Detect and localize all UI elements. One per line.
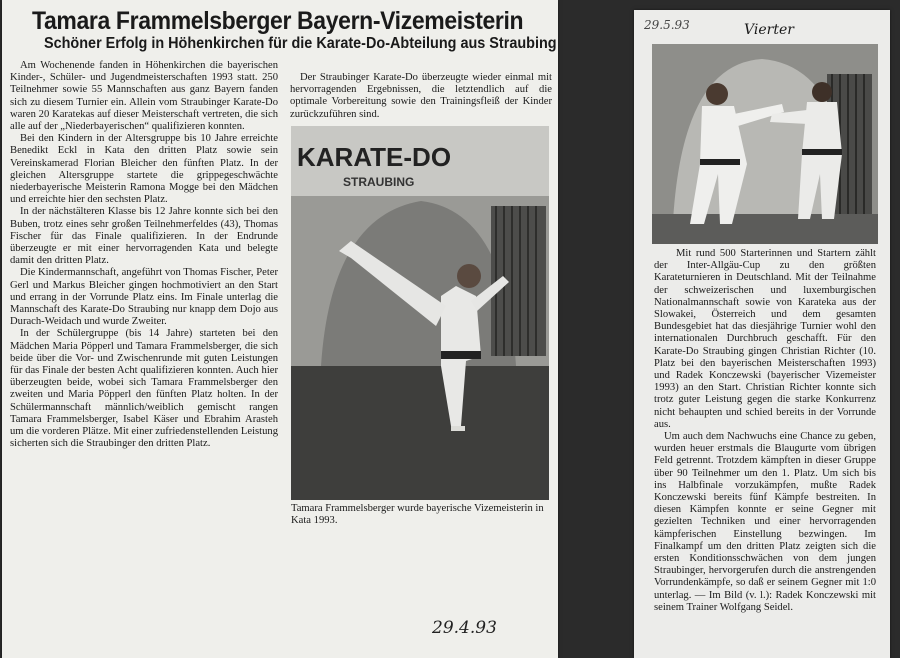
- paragraph: Die Kindermannschaft, angeführt von Thomas Fischer, Peter Gerl und Markus Bleicher gingen hochmotiviert an den Start und errang in der Vorrunde Platz eins. Im Finale unterlag die Mannschaft des Karate-Do Straubing nur knapp dem Dojo aus Durach-Weidach und wurde Zweiter.: [10, 267, 278, 328]
- photo-image: [291, 126, 549, 500]
- article-heading: Vierter: [744, 22, 794, 38]
- subheadline: Schöner Erfolg in Höhenkirchen für die Karate-Do-Abteilung aus Straubing: [44, 35, 557, 52]
- handwritten-date: 29.4.93: [432, 618, 497, 638]
- article-column-right: [290, 72, 552, 121]
- paragraph: Bei den Kindern in der Altersgruppe bis 10 Jahre erreichte Benedikt Eckl in Kata den dritten Platz sowie sein Vereinskamerad Florian Bleicher den fünften Platz. In der gleichen Altersgruppe startete die grippegeschwächte niederbayerische Meisterin Ramona Mogge bei den Mädchen und erreichte hier den sechsten Platz.: [10, 133, 278, 206]
- headline: Tamara Frammelsberger Bayern-Vizemeisterin: [32, 7, 524, 35]
- photo-caption: Tamara Frammelsberger wurde bayerische Vizemeisterin in Kata 1993.: [291, 503, 544, 526]
- paragraph: Mit rund 500 Starterinnen und Startern zählt der Inter-Allgäu-Cup zu den größten Karateturnieren in Deutschland. Mit der Teilnahme der schweizerischen und luxemburgischen Nationalmannschaft sowie von Karateka aus der Slowakei, Österreich und dem gesamten Bundesgebiet hat das diesjährige Turnier wohl den internationalen Durchbruch geschafft. Für den Karate-Do Straubing gingen Christian Richter (10. Platz bei den bayerischen Meisterschaften 1993) und Radek Konczewski (bayerischer Vizemeister 1993) an den Start. Christian Richter konnte sich trotz guter Leistung gegen die starke Konkurrenz nicht behaupten und schied bereits in der Vorrunde aus.: [654, 248, 876, 430]
- paragraph: Der Straubinger Karate-Do überzeugte wieder einmal mit hervorragenden Ergebnissen, die letztendlich auf die optimale Vorbereitung sowie den Trainingsfleiß der Kinder zurückzuführen sind.: [290, 72, 552, 120]
- photo-sign-karate-do: KARATE-DO: [297, 142, 452, 172]
- article-column-left: [10, 60, 278, 451]
- karate-kick-photo: [291, 126, 549, 500]
- article-column: [654, 248, 876, 614]
- left-newspaper-clipping: [2, 0, 558, 658]
- paragraph: In der nächstälteren Klasse bis 12 Jahre konnte sich bei den Buben, trotz eines sehr großen Teilnehmerfeldes (43), Thomas Fischer für das Finale qualifizieren. In der Endrunde überzeugte er mit einer hervorragenden Kata und belegte damit den dritten Platz.: [10, 206, 278, 267]
- paragraph: Am Wochenende fanden in Höhenkirchen die bayerischen Kinder-, Schüler- und Jugendmeisterschaften 1993 statt. 250 Teilnehmer sowie 55 Mannschaften aus ganz Bayern fanden sich zu diesem Turnier ein. Allein vom Straubinger Karate-Do waren 20 Karatekas auf dieser Meisterschaft vertreten, die sich alle auf der „Niederbayerischen“ qualifizieren konnten.: [10, 60, 278, 133]
- paragraph: Um auch dem Nachwuchs eine Chance zu geben, wurden heuer erstmals die Blaugurte vom übrigen Feld getrennt. Trotzdem kämpften in dieser Gruppe über 90 Teilnehmer um den 1. Platz. Um sich bis ins Halbfinale vorzukämpfen, mußte Radek Konczewski bereits fünf Kämpfe bestreiten. In diesen Kämpfen konnte er seine Gegner mit gezielten Techniken und einer hervorragenden kämpferischen Einstellung bezwingen. Im Finalkampf um den dritten Platz zeigten sich die ersten Konditionsschwächen von dem jungen Straubinger, hervorgerufen durch die anstrengenden Vorrundenkämpfe, so daß er seinem Gegner mit 1:0 unterlag. — Im Bild (v. l.): Radek Konczewski mit seinem Trainer Wolfgang Seidel.: [654, 431, 876, 613]
- karate-training-photo: [652, 44, 878, 244]
- paragraph: In der Schülergruppe (bis 14 Jahre) starteten bei den Mädchen Maria Pöpperl und Tamara Frammelsberger, die sich beide über die Vor- und Zwischenrunde mit guten Leistungen für das Finale der besten Acht qualifizieren konnten. Auch hier überzeugten beide, wobei sich Tamara Frammelsberger den zweiten und Maria Pöpperl den fünften Platz holten. In der Schülermannschaft männlich/weiblich gemischt rangen Tamara Frammelsberger, Isabel Käser und Ebrahim Arasteh um die vorderen Plätze. Mit einer zufriedenstellenden Leistung sicherten sich die Straubinger den dritten Platz.: [10, 328, 278, 450]
- right-newspaper-clipping: [634, 10, 890, 658]
- photo-image: [652, 44, 878, 244]
- handwritten-date: 29.5.93: [644, 18, 690, 32]
- photo-sign-straubing: STRAUBING: [343, 175, 415, 189]
